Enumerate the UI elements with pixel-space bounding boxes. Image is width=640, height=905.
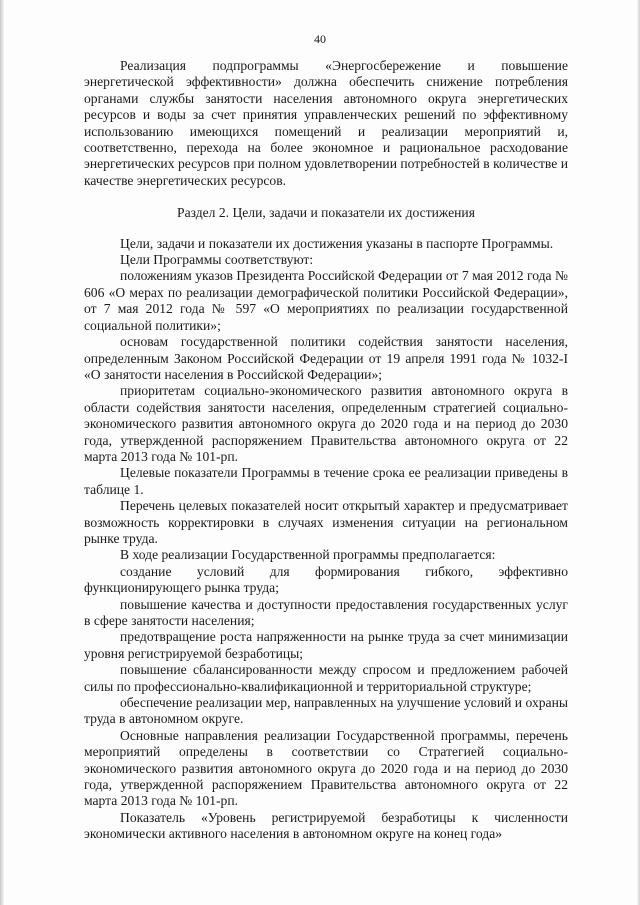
- paragraph-target-indicators: Целевые показатели Программы в течение срока ее реализации приведены в таблице 1.: [84, 465, 568, 497]
- paragraph-goals-correspond: Цели Программы соответствуют:: [120, 252, 314, 268]
- list-item-labor-balance: повышение сбалансированности между спросом и предложением рабочей силы по профессионально-квалификационной и территориальной структуре;: [84, 662, 568, 694]
- list-item-flexible-market: создание условий для формирования гибкого, эффективно функционирующего рынка труда;: [84, 563, 568, 596]
- scan-edge-left: [0, 0, 4, 905]
- paragraph-main-directions: Основные направления реализации Государственной программы, перечень мероприятий определены в соответствии со Стратегией социально-экономического развития автономного округа до 2020 года и на период до 2030 года, утвержденной распоряжением Правительства автономного округа от 22 марта 2013 года № 101-рп.: [84, 727, 568, 809]
- list-item-service-quality: повышение качества и доступности предоставления государственных услуг в сфере занятости населения;: [84, 596, 568, 628]
- list-item-unemployment: предотвращение роста напряженности на рынке труда за счет минимизации уровня регистрируемой безработицы;: [84, 629, 568, 661]
- paragraph-energy-saving: Реализация подпрограммы «Энергосбережение и повышение энергетической эффективности» должна обеспечить снижение потребления органами службы занятости населения автономного округа энергетических ресурсов и воды за счет принятия управленческих решений по эффективному использованию имеющихся помещений и реализации мероприятий и, соответственно, перехода на более экономное и рациональное расходование энергетических ресурсов при полном удовлетворении потребностей в количестве и качестве энергетических ресурсов.: [84, 58, 568, 188]
- list-item-labor-safety: обеспечение реализации мер, направленных на улучшение условий и охраны труда в автономном округе.: [84, 695, 568, 727]
- paragraph-program-expected: В ходе реализации Государственной программы предполагается:: [120, 547, 496, 563]
- paragraph-priorities: приоритетам социально-экономического развития автономного округа в области содействия занятости населения, определенным стратегией социально-экономического развития автономного округа до 2020 года и на период до 2030 года, утвержденной распоряжением Правительства автономного округа от 22 марта 2013 года № 101-рп.: [84, 383, 568, 464]
- paragraph-indicator-list: Перечень целевых показателей носит открытый характер и предусматривает возможность корректировки в случаях изменения ситуации на региональном рынке труда.: [84, 498, 568, 546]
- paragraph-unemployment-indicator: Показатель «Уровень регистрируемой безработицы к численности экономически активного населения в автономном округе на конец года»: [84, 809, 568, 842]
- paragraph-employment-law: основам государственной политики содействия занятости населения, определенным Законом Российской Федерации от 19 апреля 1991 года № 1032-I «О занятости населения в Российской Федерации»;: [84, 334, 568, 382]
- paragraph-decrees: положениям указов Президента Российской Федерации от 7 мая 2012 года № 606 «О мерах по реализации демографической политики Российской Федерации», от 7 мая 2012 года № 597 «О мероприятиях по реализации государственной социальной политики»;: [84, 268, 568, 333]
- document-body: [84, 58, 568, 843]
- page-number: 40: [314, 32, 326, 46]
- paragraph-goals-passport: Цели, задачи и показатели их достижения указаны в паспорте Программы.: [120, 235, 554, 251]
- section-heading: Раздел 2. Цели, задачи и показатели их достижения: [177, 205, 475, 221]
